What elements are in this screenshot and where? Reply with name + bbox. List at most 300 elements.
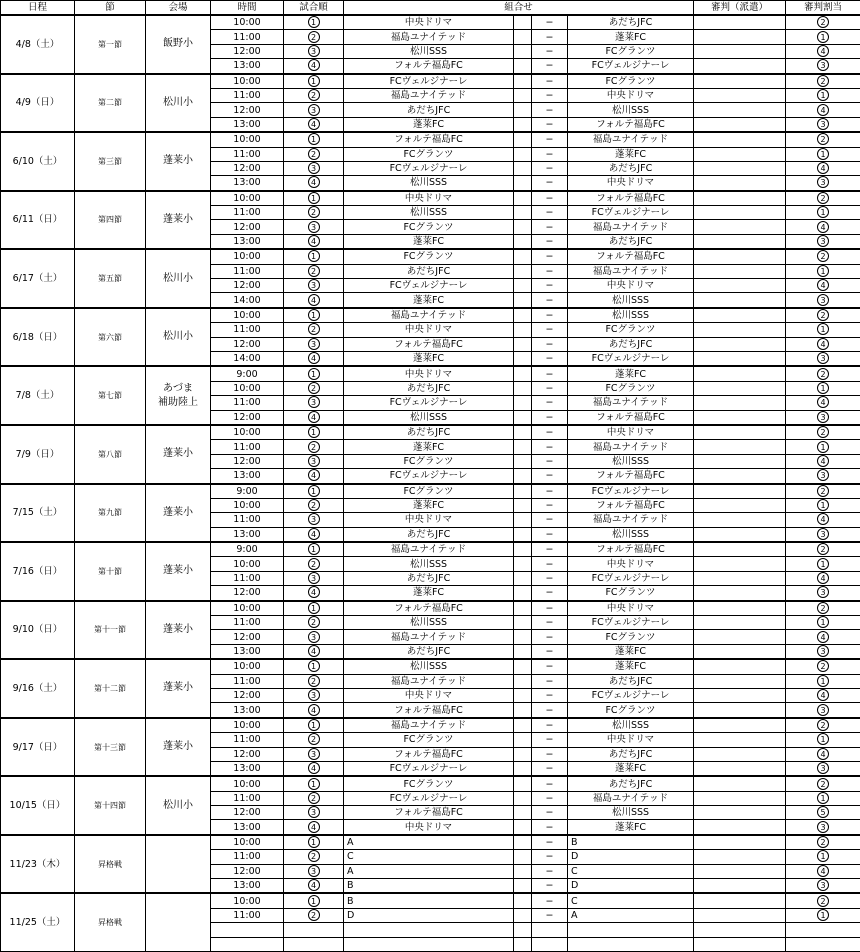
match-order: 1	[308, 836, 320, 848]
match-order-cell	[284, 571, 344, 585]
referee-dispatch	[694, 440, 786, 454]
match-order: 3	[308, 572, 320, 584]
match-order-cell	[284, 264, 344, 278]
venue-line: 蓬莱小	[163, 565, 193, 576]
away-team: 松川SSS	[568, 806, 694, 820]
referee-assign-cell	[786, 351, 860, 366]
home-team: FCグランツ	[344, 249, 514, 264]
header-section: 節	[75, 1, 146, 16]
referee-assign: 1	[817, 206, 829, 218]
away-team: FCグランツ	[568, 586, 694, 601]
referee-dispatch	[694, 659, 786, 674]
home-team: 松川SSS	[344, 410, 514, 425]
spacer-cell	[514, 469, 532, 484]
spacer-cell	[514, 74, 532, 89]
match-order-cell	[284, 513, 344, 527]
away-team: FCヴェルジナーレ	[568, 484, 694, 499]
match-order: 3	[308, 513, 320, 525]
match-time: 11:00	[211, 88, 284, 102]
referee-dispatch	[694, 601, 786, 616]
referee-assign: 5	[817, 806, 829, 818]
vs-dash: −	[532, 88, 568, 102]
match-row	[1, 601, 860, 616]
vs-dash: −	[532, 59, 568, 74]
away-team: D	[568, 879, 694, 894]
match-order: 2	[308, 89, 320, 101]
match-date: 6/17（土）	[1, 249, 75, 308]
away-team: あだちJFC	[568, 674, 694, 688]
match-time: 13:00	[211, 879, 284, 894]
match-order: 2	[308, 206, 320, 218]
match-order-cell	[284, 761, 344, 776]
match-order-cell	[284, 879, 344, 894]
header-venue: 会場	[146, 1, 211, 16]
referee-assign-cell	[786, 366, 860, 381]
match-order: 2	[308, 148, 320, 160]
home-team: FCヴェルジナーレ	[344, 74, 514, 89]
vs-dash: −	[532, 454, 568, 468]
match-section: 第五節	[75, 249, 146, 308]
spacer-cell	[514, 176, 532, 191]
referee-assign: 2	[817, 16, 829, 28]
referee-assign-cell	[786, 527, 860, 542]
match-time: 10:00	[211, 659, 284, 674]
home-team: FCグランツ	[344, 776, 514, 791]
referee-assign: 4	[817, 631, 829, 643]
spacer-cell	[514, 279, 532, 293]
match-time: 10:00	[211, 15, 284, 30]
referee-assign: 3	[817, 294, 829, 306]
spacer-cell	[514, 776, 532, 791]
match-order-cell	[284, 820, 344, 835]
home-team: FCヴェルジナーレ	[344, 761, 514, 776]
spacer-cell	[514, 674, 532, 688]
referee-assign: 3	[817, 762, 829, 774]
referee-assign: 1	[817, 499, 829, 511]
match-order-cell	[284, 747, 344, 761]
match-time: 13:00	[211, 469, 284, 484]
match-order: 1	[308, 309, 320, 321]
match-row	[1, 132, 860, 147]
referee-assign: 1	[817, 733, 829, 745]
match-order-cell	[284, 30, 344, 44]
referee-dispatch	[694, 850, 786, 864]
referee-assign: 4	[817, 748, 829, 760]
match-time: 10:00	[211, 425, 284, 440]
home-team: 福島ユナイテッド	[344, 542, 514, 557]
referee-dispatch	[694, 410, 786, 425]
referee-assign: 4	[817, 279, 829, 291]
match-section: 第四節	[75, 191, 146, 250]
away-team: 松川SSS	[568, 103, 694, 117]
match-order-cell	[284, 366, 344, 381]
referee-dispatch	[694, 908, 786, 922]
vs-dash: −	[532, 718, 568, 733]
away-team: フォルテ福島FC	[568, 469, 694, 484]
home-team: 松川SSS	[344, 176, 514, 191]
away-team: フォルテ福島FC	[568, 191, 694, 206]
match-time: 10:00	[211, 381, 284, 395]
match-time: 10:00	[211, 132, 284, 147]
match-time: 13:00	[211, 761, 284, 776]
vs-dash: −	[532, 264, 568, 278]
spacer-cell	[514, 864, 532, 878]
referee-assign: 4	[817, 396, 829, 408]
match-order: 4	[308, 235, 320, 247]
referee-assign: 2	[817, 485, 829, 497]
match-order: 2	[308, 323, 320, 335]
referee-assign-cell	[786, 879, 860, 894]
away-team: FCヴェルジナーレ	[568, 351, 694, 366]
spacer-cell	[514, 527, 532, 542]
home-team: B	[344, 893, 514, 908]
match-order-cell	[284, 176, 344, 191]
vs-dash: −	[532, 337, 568, 351]
home-team: FCグランツ	[344, 454, 514, 468]
referee-assign-cell	[786, 586, 860, 601]
referee-assign: 1	[817, 323, 829, 335]
vs-dash: −	[532, 103, 568, 117]
away-team: FCグランツ	[568, 44, 694, 58]
vs-dash	[532, 937, 568, 951]
spacer-cell	[514, 249, 532, 264]
spacer-cell	[514, 586, 532, 601]
match-time: 12:00	[211, 586, 284, 601]
away-team: 福島ユナイテッド	[568, 264, 694, 278]
match-time: 12:00	[211, 747, 284, 761]
referee-dispatch	[694, 206, 786, 220]
match-row	[1, 484, 860, 499]
match-order: 4	[308, 528, 320, 540]
spacer-cell	[514, 644, 532, 659]
match-time: 12:00	[211, 279, 284, 293]
match-date: 6/18（日）	[1, 308, 75, 367]
match-venue	[146, 659, 211, 718]
away-team: あだちJFC	[568, 776, 694, 791]
match-order-cell	[284, 733, 344, 747]
match-venue	[146, 191, 211, 250]
vs-dash: −	[532, 688, 568, 702]
match-order-cell	[284, 688, 344, 702]
referee-assign: 1	[817, 909, 829, 921]
referee-assign-cell	[786, 161, 860, 175]
referee-assign: 2	[817, 719, 829, 731]
match-order-cell	[284, 908, 344, 922]
referee-assign-cell	[786, 513, 860, 527]
referee-assign: 2	[817, 309, 829, 321]
referee-assign-cell	[786, 147, 860, 161]
referee-assign-cell	[786, 396, 860, 410]
away-team: 福島ユナイテッド	[568, 440, 694, 454]
match-venue	[146, 601, 211, 660]
referee-assign: 4	[817, 455, 829, 467]
match-time: 11:00	[211, 323, 284, 337]
vs-dash: −	[532, 440, 568, 454]
away-team: フォルテ福島FC	[568, 498, 694, 512]
spacer-cell	[514, 733, 532, 747]
vs-dash: −	[532, 381, 568, 395]
match-order-cell	[284, 454, 344, 468]
match-venue	[146, 776, 211, 835]
match-order: 3	[308, 631, 320, 643]
match-time: 10:00	[211, 191, 284, 206]
match-time	[211, 937, 284, 951]
match-order: 2	[308, 733, 320, 745]
home-team: 松川SSS	[344, 616, 514, 630]
header-order: 試合順	[284, 1, 344, 16]
referee-dispatch	[694, 776, 786, 791]
home-team: 蓬莱FC	[344, 586, 514, 601]
vs-dash: −	[532, 571, 568, 585]
schedule-body	[1, 15, 860, 952]
home-team	[344, 923, 514, 937]
home-team: FCヴェルジナーレ	[344, 791, 514, 805]
away-team: 中央ドリマ	[568, 425, 694, 440]
home-team: あだちJFC	[344, 381, 514, 395]
match-time: 13:00	[211, 234, 284, 249]
referee-assign-cell	[786, 776, 860, 791]
referee-assign-cell	[786, 542, 860, 557]
match-time: 12:00	[211, 806, 284, 820]
referee-assign-cell	[786, 308, 860, 323]
home-team: 中央ドリマ	[344, 820, 514, 835]
match-venue	[146, 308, 211, 367]
match-date: 7/9（日）	[1, 425, 75, 484]
referee-dispatch	[694, 864, 786, 878]
match-order-cell	[284, 791, 344, 805]
vs-dash: −	[532, 220, 568, 234]
referee-assign-cell	[786, 923, 860, 937]
away-team: FCヴェルジナーレ	[568, 571, 694, 585]
referee-assign-cell	[786, 425, 860, 440]
match-order-cell	[284, 630, 344, 644]
match-order: 2	[308, 558, 320, 570]
match-order-cell	[284, 337, 344, 351]
referee-assign: 1	[817, 616, 829, 628]
home-team	[344, 937, 514, 951]
match-time: 13:00	[211, 59, 284, 74]
vs-dash: −	[532, 835, 568, 850]
match-date: 6/10（土）	[1, 132, 75, 191]
match-order: 1	[308, 426, 320, 438]
match-order-cell	[284, 220, 344, 234]
referee-dispatch	[694, 893, 786, 908]
home-team: D	[344, 908, 514, 922]
match-order-cell	[284, 703, 344, 718]
match-order-cell	[284, 410, 344, 425]
home-team: 福島ユナイテッド	[344, 30, 514, 44]
match-order-cell	[284, 88, 344, 102]
match-section: 第八節	[75, 425, 146, 484]
match-time: 13:00	[211, 644, 284, 659]
venue-line: 松川小	[163, 97, 193, 108]
match-time: 11:00	[211, 513, 284, 527]
vs-dash: −	[532, 791, 568, 805]
spacer-cell	[514, 293, 532, 308]
home-team: 中央ドリマ	[344, 688, 514, 702]
match-order-cell	[284, 718, 344, 733]
match-order: 3	[308, 279, 320, 291]
referee-assign-cell	[786, 893, 860, 908]
match-order: 3	[308, 865, 320, 877]
match-venue	[146, 249, 211, 308]
referee-assign-cell	[786, 908, 860, 922]
referee-assign-cell	[786, 103, 860, 117]
away-team: 松川SSS	[568, 308, 694, 323]
vs-dash: −	[532, 733, 568, 747]
referee-dispatch	[694, 264, 786, 278]
match-time: 14:00	[211, 351, 284, 366]
referee-assign-cell	[786, 703, 860, 718]
spacer-cell	[514, 440, 532, 454]
referee-dispatch	[694, 249, 786, 264]
match-order: 1	[308, 368, 320, 380]
vs-dash: −	[532, 176, 568, 191]
referee-assign: 1	[817, 850, 829, 862]
away-team: 福島ユナイテッド	[568, 220, 694, 234]
referee-assign: 2	[817, 75, 829, 87]
referee-assign: 1	[817, 148, 829, 160]
referee-assign-cell	[786, 220, 860, 234]
referee-assign: 2	[817, 836, 829, 848]
match-order-cell	[284, 440, 344, 454]
away-team	[568, 923, 694, 937]
referee-assign-cell	[786, 30, 860, 44]
home-team: あだちJFC	[344, 571, 514, 585]
spacer-cell	[514, 454, 532, 468]
match-time: 12:00	[211, 454, 284, 468]
referee-dispatch	[694, 747, 786, 761]
spacer-cell	[514, 893, 532, 908]
vs-dash: −	[532, 469, 568, 484]
match-row	[1, 15, 860, 30]
home-team: 蓬莱FC	[344, 117, 514, 132]
match-order-cell	[284, 279, 344, 293]
match-time: 11:00	[211, 850, 284, 864]
referee-dispatch	[694, 718, 786, 733]
home-team: 中央ドリマ	[344, 513, 514, 527]
match-order: 1	[308, 133, 320, 145]
referee-dispatch	[694, 74, 786, 89]
spacer-cell	[514, 484, 532, 499]
match-time: 9:00	[211, 484, 284, 499]
match-order: 4	[308, 59, 320, 71]
referee-assign-cell	[786, 484, 860, 499]
match-time: 11:00	[211, 674, 284, 688]
match-date: 7/8（土）	[1, 366, 75, 425]
away-team: あだちJFC	[568, 747, 694, 761]
match-order: 4	[308, 762, 320, 774]
match-date: 9/16（土）	[1, 659, 75, 718]
referee-dispatch	[694, 308, 786, 323]
spacer-cell	[514, 908, 532, 922]
referee-dispatch	[694, 103, 786, 117]
referee-assign: 2	[817, 192, 829, 204]
referee-assign: 1	[817, 558, 829, 570]
home-team: 福島ユナイテッド	[344, 718, 514, 733]
referee-dispatch	[694, 674, 786, 688]
away-team: 福島ユナイテッド	[568, 791, 694, 805]
referee-dispatch	[694, 484, 786, 499]
referee-dispatch	[694, 835, 786, 850]
vs-dash: −	[532, 820, 568, 835]
away-team: 中央ドリマ	[568, 176, 694, 191]
home-team: 蓬莱FC	[344, 440, 514, 454]
match-row	[1, 718, 860, 733]
referee-dispatch	[694, 557, 786, 571]
match-time: 10:00	[211, 893, 284, 908]
away-team: あだちJFC	[568, 337, 694, 351]
home-team: A	[344, 835, 514, 850]
vs-dash: −	[532, 586, 568, 601]
venue-line: 松川小	[163, 273, 193, 284]
referee-assign-cell	[786, 791, 860, 805]
match-order: 3	[308, 455, 320, 467]
spacer-cell	[514, 323, 532, 337]
spacer-cell	[514, 410, 532, 425]
match-order: 1	[308, 75, 320, 87]
referee-assign-cell	[786, 440, 860, 454]
spacer-cell	[514, 659, 532, 674]
match-time: 11:00	[211, 440, 284, 454]
match-order: 4	[308, 469, 320, 481]
match-section: 第三節	[75, 132, 146, 191]
match-row	[1, 776, 860, 791]
referee-assign: 2	[817, 250, 829, 262]
match-order-cell	[284, 381, 344, 395]
spacer-cell	[514, 761, 532, 776]
match-order: 1	[308, 778, 320, 790]
home-team: FCヴェルジナーレ	[344, 396, 514, 410]
away-team: C	[568, 893, 694, 908]
match-venue	[146, 484, 211, 543]
referee-dispatch	[694, 396, 786, 410]
referee-dispatch	[694, 571, 786, 585]
referee-assign: 3	[817, 586, 829, 598]
home-team: C	[344, 850, 514, 864]
home-team: 松川SSS	[344, 659, 514, 674]
match-order: 3	[308, 45, 320, 57]
match-time: 12:00	[211, 864, 284, 878]
match-order-cell	[284, 557, 344, 571]
match-venue	[146, 542, 211, 601]
match-order-cell	[284, 44, 344, 58]
match-time	[211, 923, 284, 937]
vs-dash: −	[532, 30, 568, 44]
match-order-cell	[284, 323, 344, 337]
match-order-cell	[284, 806, 344, 820]
home-team: 中央ドリマ	[344, 366, 514, 381]
referee-assign-cell	[786, 850, 860, 864]
referee-assign-cell	[786, 761, 860, 776]
match-order-cell	[284, 117, 344, 132]
vs-dash: −	[532, 44, 568, 58]
referee-assign: 4	[817, 45, 829, 57]
match-time: 12:00	[211, 161, 284, 175]
spacer-cell	[514, 806, 532, 820]
spacer-cell	[514, 206, 532, 220]
home-team: 中央ドリマ	[344, 15, 514, 30]
referee-assign: 3	[817, 645, 829, 657]
referee-assign-cell	[786, 674, 860, 688]
match-time: 9:00	[211, 542, 284, 557]
match-order: 4	[308, 645, 320, 657]
match-order-cell	[284, 616, 344, 630]
match-time: 12:00	[211, 337, 284, 351]
match-order: 4	[308, 176, 320, 188]
match-order-cell	[284, 15, 344, 30]
match-order: 1	[308, 602, 320, 614]
